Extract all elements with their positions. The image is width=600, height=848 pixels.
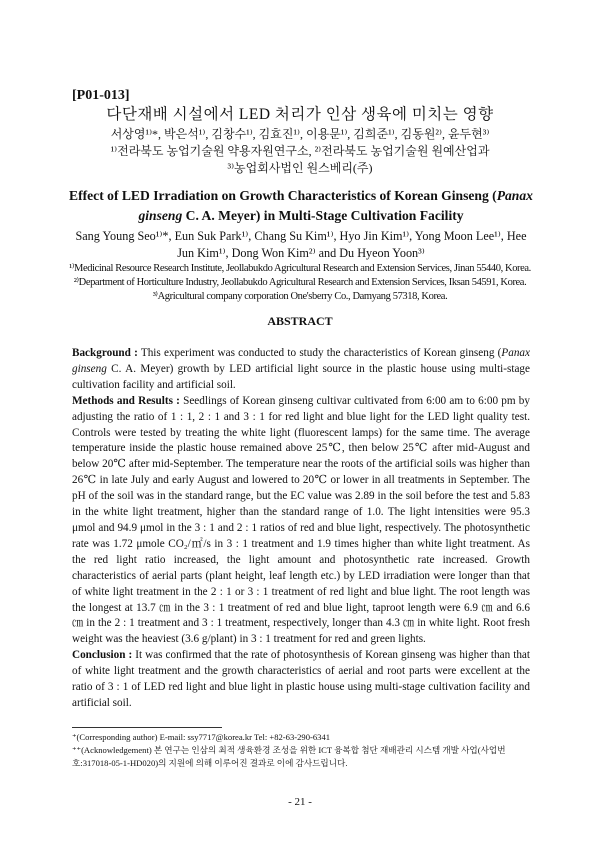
conclusion-text: It was confirmed that the rate of photosynthesis of Korean ginseng was higher than that of white light treatment and the growth characteristics of aerial and root parts were excellent at the ratio of 3 : 1 of LED red light and blue light in plastic house using multi-stage cultivation facility and artificial soil. bbox=[72, 649, 530, 709]
background-text-b: C. A. Meyer) growth by LED artificial light source in the plastic house using multi-stage cultivation facility and artificial soil. bbox=[72, 362, 530, 391]
page-number: - 21 - bbox=[288, 796, 312, 808]
background-species: Panax ginseng bbox=[72, 347, 530, 375]
korean-affiliation-2: ³⁾농업회사법인 원스베리(주) bbox=[227, 161, 373, 175]
english-title bbox=[68, 186, 534, 226]
english-title-genus: Panax bbox=[496, 188, 533, 203]
methods-text: Seedlings of Korean ginseng cultivar cultivated from 6:00 am to 6:00 pm by adjusting the ratio of 1 : 1, 2 : 1 and 3 : 1 for red light and blue light for the LED light quality test. Controls were tested by treating the white light (fluorescent lamps) for the same time. The average temperature inside the plastic house remained above 25℃, then below 25℃ after mid-August and below 20℃ after mid-September. The temperature near the roots of the artificial soils was higher than 26℃ in late July and early August and lowered to 20℃ or lower in all treatments in September. The pH of the soil was in the standard range, but the EC value was 2.89 in the soil before the test and 5.83 in the white light treatment, higher than the standard range of 1.0. The light intensities were 95.3 μmol and 94.9 μmol in the 3 : 1 and 2 : 1 ratios of red and blue light, respectively. The photosynthetic rate was 1.72 μmole CO₂/㎡/s in 3 : 1 treatment and 1.9 times higher than white light treatment. As the red light ratio increased, the light amount and photosynthetic rate increased. Growth characteristics of aerial parts (plant height, leaf length etc.) by LED irradiation were longer than that of white light treatment in the 2 : 1 or 3 : 1 treatment of red light and blue light. The root length was the longest at 13.7 ㎝ in the 3 : 1 treatment of red and blue light, taproot length were 6.9 ㎝ and 6.6 ㎝ in the 2 : 1 treatment and 3 : 1 treatment, respectively, longer than 4.3 ㎝ in white light. Root fresh weight was the heaviest (3.6 g/plant) in 3 : 1 treatment for red and green lights. bbox=[72, 394, 530, 646]
korean-affiliation-1: ¹⁾전라북도 농업기술원 약용자원연구소, ²⁾전라북도 농업기술원 원예산업과 bbox=[110, 144, 490, 158]
footnote-corresponding-author: ⁺(Corresponding author) E-mail: ssy7717@korea.kr Tel: +82-63-290-6341 bbox=[72, 732, 331, 742]
korean-title: 다단재배 시설에서 LED 처리가 인삼 생육에 미치는 영향 bbox=[106, 106, 494, 123]
english-affiliation-2: ²⁾Department of Horticulture Industry, Jeollabukdo Agricultural Research and Extension Services, Iksan 54591, Korea. bbox=[73, 277, 527, 288]
abstract-body bbox=[72, 346, 530, 712]
english-authors: Sang Young Seo¹⁾*, Eun Suk Park¹⁾, Chang Su Kim¹⁾, Hyo Jin Kim¹⁾, Yong Moon Lee¹⁾, Hee Jun Kim¹⁾, Dong Won Kim²⁾ and Du Hyeon Yoon³⁾ bbox=[75, 229, 527, 260]
background-paragraph bbox=[72, 346, 530, 394]
conclusion-label: Conclusion : bbox=[72, 649, 133, 662]
footnote-divider bbox=[72, 727, 222, 728]
methods-paragraph bbox=[72, 394, 530, 649]
footnote-acknowledgement: ⁺⁺(Acknowledgement) 본 연구는 인삼의 최적 생육환경 조성을 위한 ICT 융복합 첨단 재배관리 시스템 개발 사업(사업번호:317018-05-1-HD020)의 지원에 의해 이루어진 결과로 이에 감사드립니다. bbox=[72, 745, 506, 768]
conclusion-paragraph bbox=[72, 648, 530, 712]
english-affiliation-3: ³⁾Agricultural company corporation One'sberry Co., Damyang 57318, Korea. bbox=[152, 291, 448, 302]
english-title-part-2: C. A. Meyer) in Multi-Stage Cultivation Facility bbox=[182, 208, 464, 223]
methods-label: Methods and Results : bbox=[72, 394, 180, 407]
english-affiliation-1: ¹⁾Medicinal Resource Research Institute, Jeollabukdo Agricultural Research and Extension Services, Jinan 55440, Korea. bbox=[69, 263, 531, 274]
english-title-species: ginseng bbox=[138, 208, 183, 223]
korean-authors: 서상영¹⁾*, 박은석¹⁾, 김창수¹⁾, 김효진¹⁾, 이용문¹⁾, 김희준¹⁾, 김동원²⁾, 윤두현³⁾ bbox=[110, 127, 490, 141]
english-title-part-1: Effect of LED Irradiation on Growth Characteristics of Korean Ginseng ( bbox=[69, 188, 497, 203]
background-label: Background : bbox=[72, 347, 138, 359]
background-text-a: This experiment was conducted to study the characteristics of Korean ginseng ( bbox=[137, 347, 502, 359]
poster-code: [P01-013] bbox=[72, 88, 130, 103]
abstract-heading: ABSTRACT bbox=[267, 314, 333, 328]
